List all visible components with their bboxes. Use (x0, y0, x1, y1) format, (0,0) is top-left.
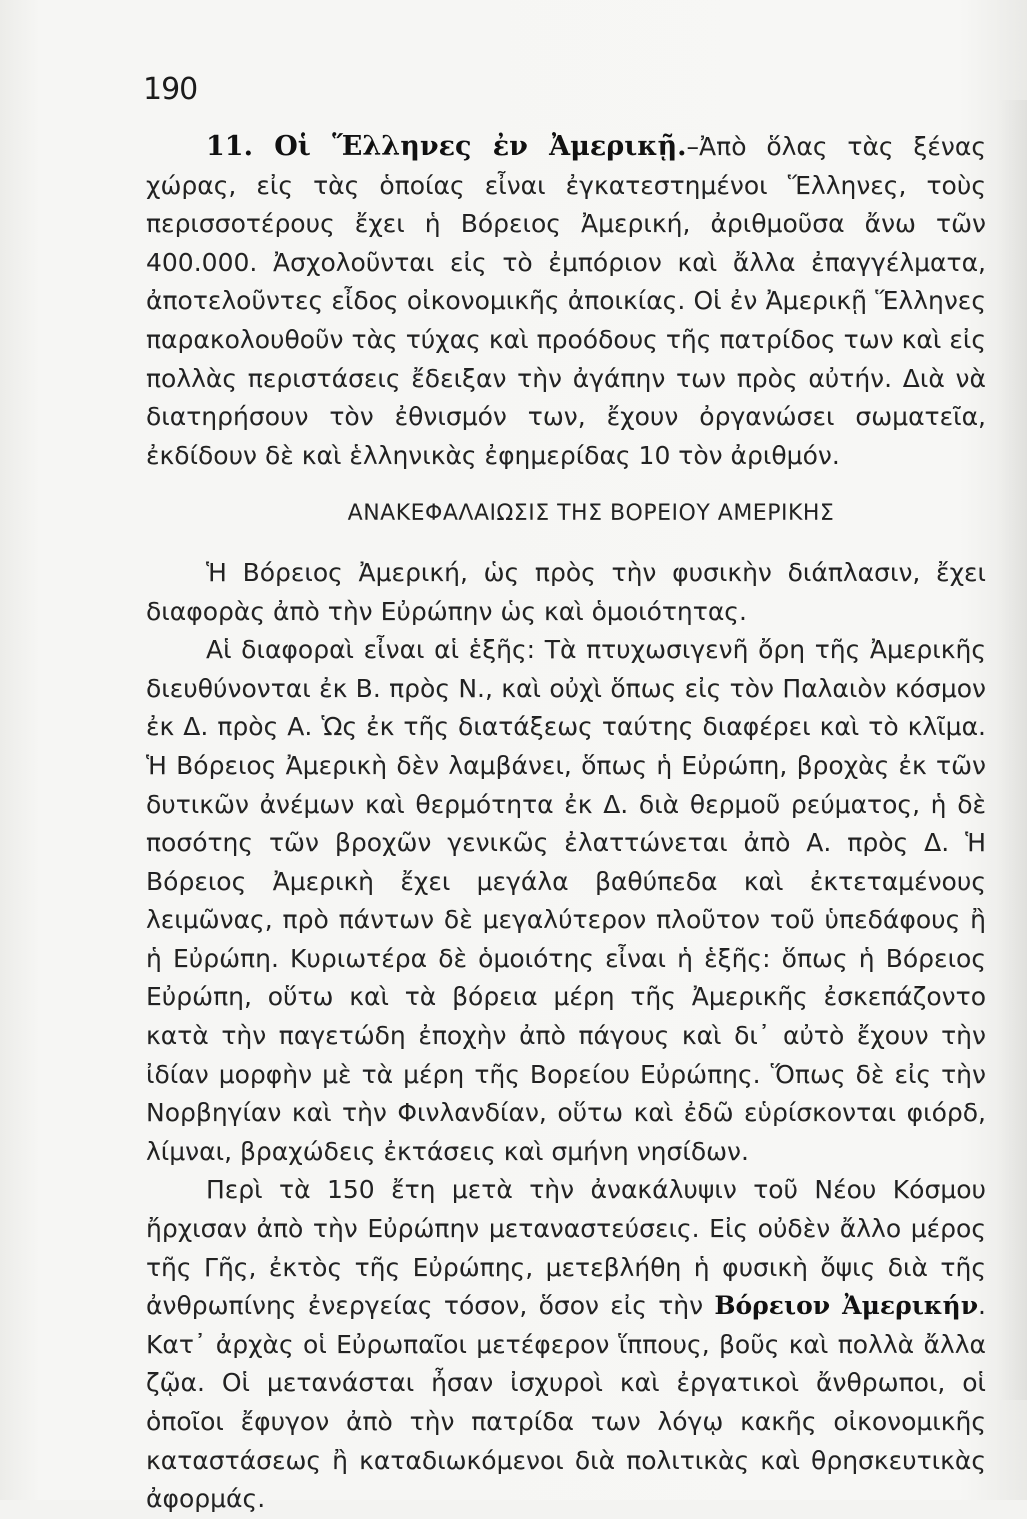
paragraph-3 (146, 1171, 986, 1518)
main-text (146, 128, 986, 1519)
summary-title: ΑΝΑΚΕΦΑΛΑΙΩΣΙΣ ΤΗΣ ΒΟΡΕΙΟΥ ΑΜΕΡΙΚΗΣ (347, 501, 835, 527)
intro-paragraph (146, 128, 986, 475)
paragraph-3-text-end: . Κατ᾽ ἀρχὰς οἱ Εὐρωπαῖοι μετέφερον ἵππους, βοῦς καὶ πολλὰ ἄλλα ζῷα. Οἱ μετανάσται ἦσαν ἰσχυροὶ καὶ ἐργατικοὶ ἄνθρωποι, οἱ ὁποῖοι ἔφυγον ἀπὸ τὴν πατρίδα των λόγῳ κακῆς οἰκονομικῆς καταστάσεως ἢ καταδιωκόμενοι διὰ πολιτικὰς καὶ θρησκευτικὰς ἀφορμάς. (146, 1291, 986, 1514)
paragraph-1: Ἡ Βόρειος Ἀμερική, ὡς πρὸς τὴν φυσικὴν διάπλασιν, ἔχει διαφορὰς ἀπὸ τὴν Εὐρώπην ὡς καὶ ὁμοιότητας. (146, 557, 986, 626)
intro-text: –Ἀπὸ ὅλας τὰς ξένας χώρας, εἰς τὰς ὁποίας εἶναι ἐγκατεστημένοι Ἕλληνες, τοὺς περισσοτέρους ἔχει ἡ Βόρειος Ἀμερική, ἀριθμοῦσα ἄνω τῶν 400.000. Ἀσχολοῦνται εἰς τὸ ἐμπόριον καὶ ἄλλα ἐπαγγέλματα, ἀποτελοῦντες εἶδος οἰκονομικῆς ἀποικίας. Οἱ ἐν Ἀμερικῇ Ἕλληνες παρακολουθοῦν τὰς τύχας καὶ προόδους τῆς πατρίδος των καὶ εἰς πολλὰς περιστάσεις ἔδειξαν τὴν ἀγάπην των πρὸς αὐτήν. Διὰ νὰ διατηρήσουν τὸν ἐθνισμόν των, ἔχουν ὀργανώσει σωματεῖα, ἐκδίδουν δὲ καὶ ἑλληνικὰς ἐφημερίδας 10 τὸν ἀριθμόν. (146, 132, 986, 470)
section-heading: 11. Οἱ Ἕλληνες ἐν Ἀμερικῇ. (206, 131, 687, 162)
paragraph-2: Αἱ διαφοραὶ εἶναι αἱ ἑξῆς: Τὰ πτυχωσιγενῆ ὄρη τῆς Ἀμερικῆς διευθύνονται ἐκ Β. πρὸς Ν., καὶ οὐχὶ ὅπως εἰς τὸν Παλαιὸν κόσμον ἐκ Δ. πρὸς Α. Ὡς ἐκ τῆς διατάξεως ταύτης διαφέρει καὶ τὸ κλῖμα. Ἡ Βόρειος Ἀμερικὴ δὲν λαμβάνει, ὅπως ἡ Εὐρώπη, βροχὰς ἐκ τῶν δυτικῶν ἀνέμων καὶ θερμότητα ἐκ Δ. διὰ θερμοῦ ρεύματος, ἡ δὲ ποσότης τῶν βροχῶν γενικῶς ἐλαττώνεται ἀπὸ Α. πρὸς Δ. Ἡ Βόρειος Ἀμερικὴ ἔχει μεγάλα βαθύπεδα καὶ ἐκτεταμένους λειμῶνας, πρὸ πάντων δὲ μεγαλύτερον πλοῦτον τοῦ ὑπεδάφους ἢ ἡ Εὐρώπη. Κυριωτέρα δὲ ὁμοιότης εἶναι ἡ ἑξῆς: ὅπως ἡ Βόρειος Εὐρώπη, οὕτω καὶ τὰ βόρεια μέρη τῆς Ἀμερικῆς ἐσκεπάζοντο κατὰ τὴν παγετώδη ἐποχὴν ἀπὸ πάγους καὶ δι᾽ αὐτὸ ἔχουν τὴν ἰδίαν μορφὴν μὲ τὰ μέρη τῆς Βορείου Εὐρώπης. Ὅπως δὲ εἰς τὴν Νορβηγίαν καὶ τὴν Φινλανδίαν, οὕτω καὶ ἐδῶ εὑρίσκονται φιόρδ, λίμναι, βραχώδεις ἐκτάσεις καὶ σμήνη νησίδων. (146, 635, 986, 1166)
page-number: 190 (143, 72, 198, 107)
paragraph-3-emphasis: Βόρειον Ἀμερικήν (714, 1291, 979, 1321)
page-edge-shadow (997, 100, 1027, 1400)
paragraph-3-text-start: Περὶ τὰ 150 ἔτη μετὰ τὴν ἀνακάλυψιν τοῦ Νέου Κόσμου ἤρχισαν ἀπὸ τὴν Εὐρώπην μεταναστεύσεις. Εἰς οὐδὲν ἄλλο μέρος τῆς Γῆς, ἐκτὸς τῆς Εὐρώπης, μετεβλήθη ἡ φυσικὴ ὄψις διὰ τῆς ἀνθρωπίνης ἐνεργείας τόσον, ὅσον εἰς τὴν (146, 1175, 986, 1321)
